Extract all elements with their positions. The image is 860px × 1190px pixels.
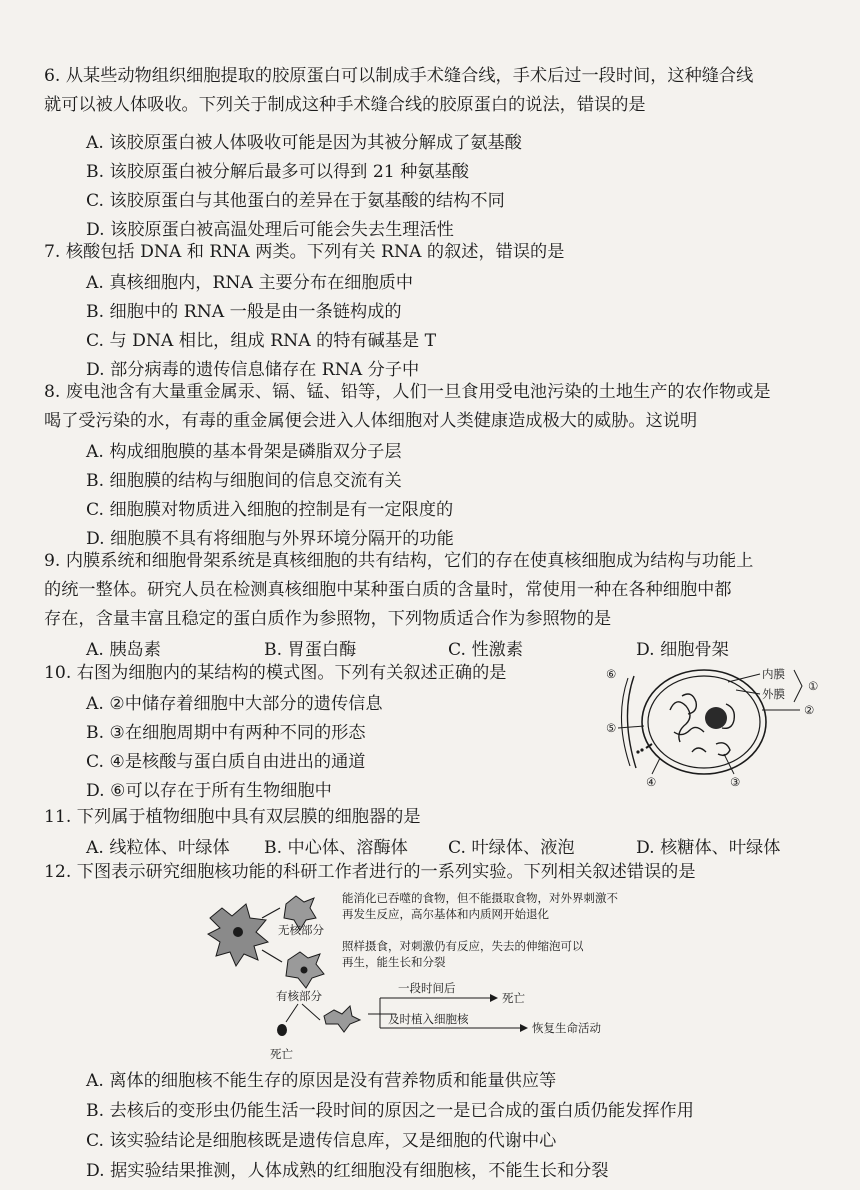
- q7-option-a: A. 真核细胞内，RNA 主要分布在细胞质中: [86, 273, 414, 293]
- label-1: ①: [808, 679, 819, 693]
- q6-stem-line2: 就可以被人体吸收。下列关于制成这种手术缝合线的胶原蛋白的说法，错误的是: [44, 95, 646, 115]
- q7-option-d: D. 部分病毒的遗传信息储存在 RNA 分子中: [86, 360, 420, 380]
- q8-option-d: D. 细胞膜不具有将细胞与外界环境分隔开的功能: [86, 529, 454, 549]
- q11-stem: 11. 下列属于植物细胞中具有双层膜的细胞器的是: [44, 807, 421, 827]
- q9-stem-line2: 的统一整体。研究人员在检测真核细胞中某种蛋白质的含量时，常使用一种在各种细胞中都: [44, 580, 732, 600]
- label-4: ④: [646, 775, 657, 789]
- question-7: [44, 238, 834, 267]
- q9-stem-line1: 9. 内膜系统和细胞骨架系统是真核细胞的共有结构，它们的存在使真核细胞成为结构与功能上: [44, 551, 754, 571]
- label-3: ③: [730, 775, 741, 789]
- label-with-nucleus: 有核部分: [276, 989, 322, 1003]
- label-recover: 恢复生命活动: [532, 1021, 601, 1035]
- question-8: [44, 378, 834, 436]
- isolated-nucleus-icon: [277, 1024, 287, 1036]
- label-2: ②: [804, 703, 815, 717]
- q11-option-c: C. 叶绿体、液泡: [448, 838, 575, 858]
- nucleolus: [705, 707, 727, 729]
- enucleated-amoeba-icon: [324, 1006, 360, 1032]
- q12-option-c: C. 该实验结论是细胞核既是遗传信息库，又是细胞的代谢中心: [86, 1131, 557, 1151]
- q9-option-a: A. 胰岛素: [86, 640, 161, 660]
- arrow-no-nucleus: [262, 908, 280, 918]
- q12-option-b: B. 去核后的变形虫仍能生活一段时间的原因之一是已合成的蛋白质仍能发挥作用: [86, 1101, 694, 1121]
- q11-option-a: A. 线粒体、叶绿体: [86, 838, 230, 858]
- q9-option-c: C. 性激素: [448, 640, 524, 660]
- q8-stem-line2: 喝了受污染的水，有毒的重金属便会进入人体细胞对人类健康造成极大的威胁。这说明: [44, 411, 698, 431]
- q6-stem-line1: 6. 从某些动物组织细胞提取的胶原蛋白可以制成手术缝合线，手术后过一段时间，这种缝合线: [44, 66, 754, 86]
- nuclear-envelope-inner: [648, 676, 760, 768]
- q7-option-b: B. 细胞中的 RNA 一般是由一条链构成的: [86, 302, 402, 322]
- q9-stem-line3: 存在，含量丰富且稳定的蛋白质作为参照物，下列物质适合作为参照物的是: [44, 609, 612, 629]
- q12-option-a: A. 离体的细胞核不能生存的原因是没有营养物质和能量供应等: [86, 1071, 557, 1091]
- q8-stem-line1: 8. 废电池含有大量重金属汞、镉、锰、铅等，人们一旦食用受电池污染的土地生产的农作物或是: [44, 382, 771, 402]
- question-6: [44, 62, 834, 120]
- label-inner-membrane: 内膜: [762, 667, 785, 681]
- amoeba-experiment-diagram: [190, 888, 750, 1064]
- label-death-cytoplasm: 死亡: [502, 991, 525, 1005]
- brace-icon: [794, 670, 802, 702]
- q10-option-b: B. ③在细胞周期中有两种不同的形态: [86, 723, 366, 743]
- arrowhead-after-time: [490, 994, 498, 1002]
- label-no-nucleus: 无核部分: [278, 923, 324, 937]
- question-9: [44, 547, 834, 634]
- q6-option-d: D. 该胶原蛋白被高温处理后可能会失去生理活性: [86, 220, 454, 240]
- label-6: ⑥: [606, 667, 617, 681]
- q11-option-b: B. 中心体、溶酶体: [264, 838, 408, 858]
- label-after-time: 一段时间后: [398, 981, 456, 995]
- q11-option-d: D. 核糖体、叶绿体: [636, 838, 781, 858]
- result-with-nucleus-line1: 照样摄食，对刺激仍有反应，失去的伸缩泡可以: [342, 939, 584, 953]
- q12-stem: 12. 下图表示研究细胞核功能的科研工作者进行的一系列实验。下列相关叙述错误的是: [44, 862, 696, 882]
- result-with-nucleus-line2: 再生，能生长和分裂: [342, 955, 446, 969]
- q10-option-c: C. ④是核酸与蛋白质自由进出的通道: [86, 752, 366, 772]
- arrow-with-nucleus: [262, 950, 282, 962]
- nuclear-pore: [636, 744, 652, 754]
- amoeba-whole-icon: [208, 904, 268, 966]
- amoeba-with-nucleus-icon: [286, 952, 324, 988]
- q10-option-a: A. ②中储存着细胞中大部分的遗传信息: [86, 694, 383, 714]
- q6-option-c: C. 该胶原蛋白与其他蛋白的差异在于氨基酸的结构不同: [86, 191, 505, 211]
- q7-stem: 7. 核酸包括 DNA 和 RNA 两类。下列有关 RNA 的叙述，错误的是: [44, 242, 565, 262]
- arrowhead-implant: [520, 1024, 528, 1032]
- q7-option-c: C. 与 DNA 相比，组成 RNA 的特有碱基是 T: [86, 331, 437, 351]
- label-death-nucleus: 死亡: [270, 1047, 293, 1061]
- label-5: ⑤: [606, 721, 617, 735]
- q8-option-b: B. 细胞膜的结构与细胞间的信息交流有关: [86, 471, 402, 491]
- leader-4: [652, 758, 660, 774]
- q6-option-b: B. 该胶原蛋白被分解后最多可以得到 21 种氨基酸: [86, 162, 469, 182]
- q8-option-c: C. 细胞膜对物质进入细胞的控制是有一定限度的: [86, 500, 454, 520]
- q6-option-a: A. 该胶原蛋白被人体吸收可能是因为其被分解成了氨基酸: [86, 133, 522, 153]
- q9-option-d: D. 细胞骨架: [636, 640, 729, 660]
- question-12: [44, 858, 834, 887]
- q10-option-d: D. ⑥可以存在于所有生物细胞中: [86, 781, 332, 801]
- result-no-nucleus-line2: 再发生反应，高尔基体和内质网开始退化: [342, 907, 549, 921]
- nuclear-envelope-outer: [642, 670, 766, 774]
- question-11: [44, 803, 834, 832]
- label-implant-nucleus: 及时植入细胞核: [388, 1012, 469, 1026]
- question-10: [44, 659, 604, 688]
- q12-option-d: D. 据实验结果推测，人体成熟的红细胞没有细胞核，不能生长和分裂: [86, 1161, 609, 1181]
- q9-option-b: B. 胃蛋白酶: [264, 640, 357, 660]
- result-no-nucleus-line1: 能消化已吞噬的食物，但不能摄取食物，对外界刺激不: [342, 891, 618, 905]
- endoplasmic-reticulum: [621, 676, 636, 768]
- q8-option-a: A. 构成细胞膜的基本骨架是磷脂双分子层: [86, 442, 402, 462]
- label-outer-membrane: 外膜: [762, 687, 785, 701]
- arrow-cytoplasm: [302, 1004, 320, 1020]
- arrow-nucleus-removed: [286, 1004, 298, 1022]
- q10-stem: 10. 右图为细胞内的某结构的模式图。下列有关叙述正确的是: [44, 663, 507, 683]
- nucleus-diagram: [604, 660, 834, 790]
